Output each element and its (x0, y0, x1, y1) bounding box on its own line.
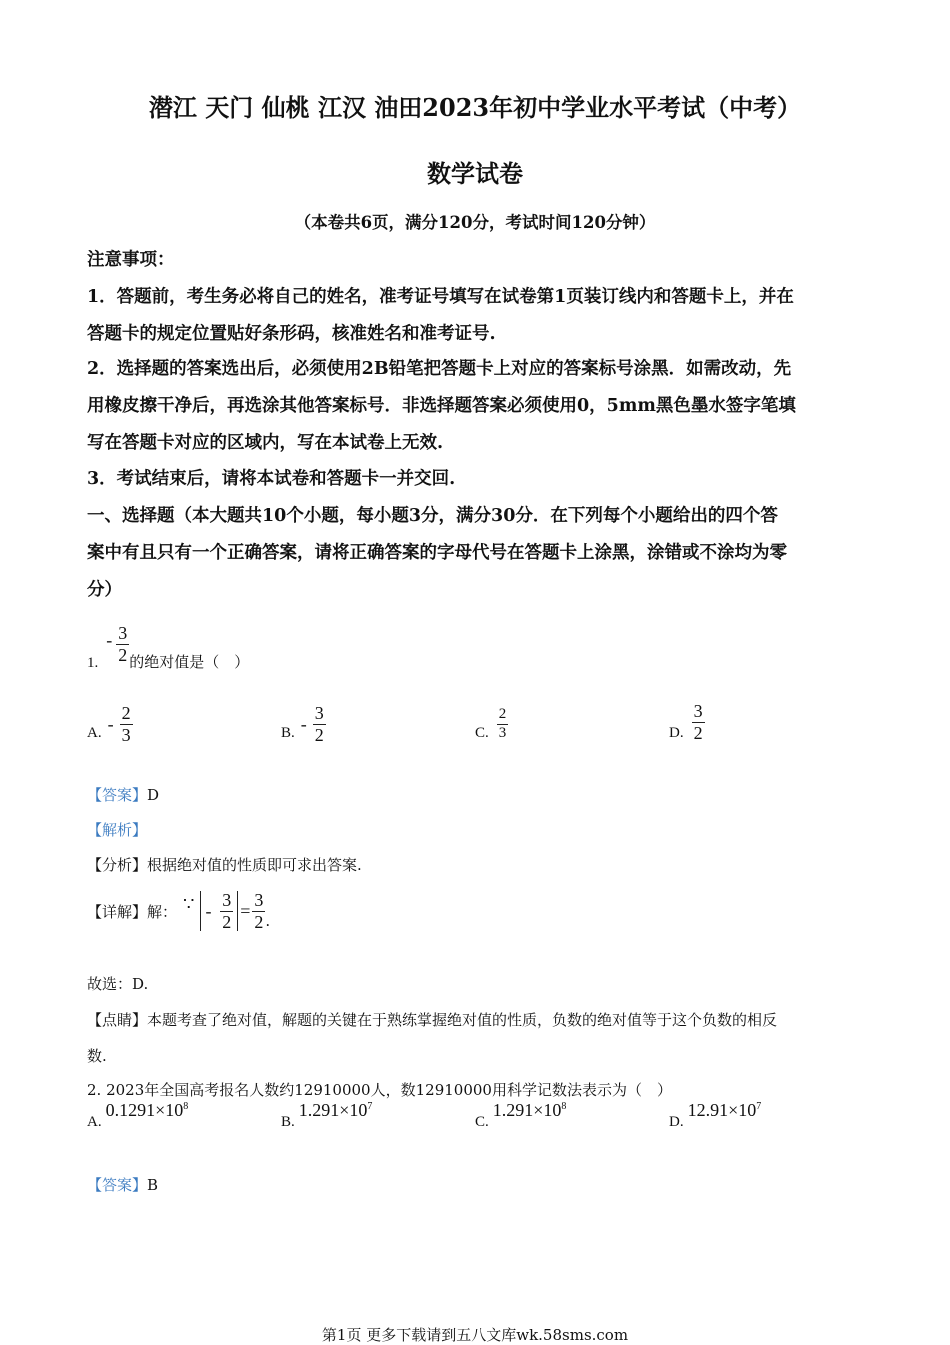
notice-line: 3．考试结束后，请将本试卷和答题卡一并交回. (87, 469, 456, 489)
sci-exponent: 8 (561, 1101, 567, 1112)
option-d[interactable] (669, 696, 705, 748)
question-1 (87, 624, 249, 674)
option-label: B. (281, 1114, 295, 1130)
comment-line-2: 数. (87, 1047, 107, 1065)
question-2: 2. 2023年全国高考报名人数约12910000人，数12910000用科学记数法表示为（ ） (87, 1081, 672, 1099)
notice-line: 1．答题前，考生务必将自己的姓名，准考证号填写在试卷第1页装订线内和答题卡上，并在 (87, 287, 794, 307)
option-label: A. (87, 1114, 102, 1130)
sci-base: 12.91×10 (687, 1100, 757, 1120)
numerator: 3 (118, 623, 128, 643)
denominator: 2 (118, 644, 128, 665)
answer-value: B (147, 1176, 159, 1194)
page-footer: 第1页 更多下载请到五八文库wk.58sms.com (321, 1326, 629, 1344)
exam-info: （本卷共6页，满分120分，考试时间120分钟） (294, 213, 656, 232)
numerator: 2 (121, 702, 131, 723)
comment-tag: 【点睛】 (87, 1011, 148, 1029)
numerator: 3 (693, 700, 703, 721)
notice-heading: 注意事项： (87, 250, 175, 270)
answer-line (87, 1174, 158, 1195)
notice-line: 答题卡的规定位置贴好条形码，核准姓名和准考证号. (87, 324, 496, 344)
section-heading: 一、选择题（本大题共10个小题，每小题3分，满分30分．在下列每个小题给出的四个答 (87, 506, 778, 526)
detail-tag: 【详解】 (87, 902, 148, 921)
section-heading: 案中有且只有一个正确答案，请将正确答案的字母代号在答题卡上涂黑，涂错或不涂均为零 (87, 543, 787, 563)
because-symbol: ∵ (183, 894, 195, 914)
option-label: B. (281, 725, 295, 741)
numerator: 3 (314, 702, 324, 723)
fraction (120, 704, 133, 745)
section-heading: 分） (87, 580, 122, 600)
answer-tag: 【答案】 (87, 786, 148, 804)
denominator: 3 (498, 724, 507, 741)
minus-sign: - (205, 900, 212, 921)
numerator: 3 (222, 889, 232, 910)
analysis-tag: 【解析】 (87, 821, 148, 839)
notice-line: 写在答题卡对应的区域内，写在本试卷上无效. (87, 433, 444, 453)
fenxi-tag: 【分析】 (87, 856, 148, 874)
denominator: 2 (314, 724, 324, 745)
option-a[interactable] (87, 700, 133, 748)
period: . (265, 912, 271, 930)
detail-prefix: 解： (147, 902, 178, 921)
fenxi-line (87, 854, 362, 875)
option-c[interactable] (475, 1100, 567, 1131)
option-label: C. (475, 1114, 489, 1130)
denominator: 2 (693, 722, 703, 743)
option-label: D. (669, 1114, 684, 1130)
sci-value (299, 1100, 373, 1121)
minus-sign: - (300, 713, 307, 734)
numerator: 2 (497, 707, 509, 725)
sci-value (688, 1100, 762, 1121)
subject-title: 数学试卷 (427, 159, 523, 188)
sci-value (493, 1100, 567, 1121)
notice-line: 用橡皮擦干净后，再选涂其他答案标号．非选择题答案必须使用0，5mm黑色墨水签字笔填 (87, 396, 796, 416)
exam-title: 潜江 天门 仙桃 江汉 油田2023年初中学业水平考试（中考） (148, 93, 802, 122)
conclusion: 故选：D. (87, 975, 149, 993)
denominator: 2 (222, 911, 232, 932)
denominator: 2 (254, 911, 264, 932)
fraction (116, 624, 129, 665)
answer-tag: 【答案】 (87, 1176, 148, 1194)
sci-exponent: 7 (756, 1101, 762, 1112)
sci-base: 0.1291×10 (105, 1100, 184, 1120)
minus-sign: - (107, 713, 114, 734)
option-b[interactable] (281, 1100, 373, 1131)
option-d[interactable] (669, 1100, 762, 1131)
detail-line (87, 886, 270, 936)
option-label: D. (669, 725, 684, 741)
answer-line (87, 784, 159, 805)
notice-line: 2．选择题的答案选出后，必须使用2B铅笔把答题卡上对应的答案标号涂黑．如需改动，先 (87, 359, 792, 379)
fraction (692, 702, 705, 743)
fenxi-text: 根据绝对值的性质即可求出答案. (147, 856, 362, 874)
equals-sign: = (240, 900, 251, 921)
answer-value: D (147, 786, 160, 804)
question-text: 的绝对值是（ ） (129, 653, 250, 671)
option-c[interactable] (475, 700, 508, 748)
sci-base: 1.291×10 (492, 1100, 562, 1120)
option-a[interactable] (87, 1100, 189, 1131)
fraction (252, 891, 265, 932)
denominator: 3 (121, 724, 131, 745)
question-number: 1. (87, 655, 99, 671)
minus-sign: - (106, 630, 113, 650)
sci-base: 1.291×10 (298, 1100, 368, 1120)
absolute-value (200, 891, 238, 932)
comment-line (87, 1009, 777, 1030)
option-b[interactable] (281, 700, 326, 748)
option-label: A. (87, 725, 102, 741)
fraction (313, 704, 326, 745)
sci-value (106, 1100, 189, 1121)
option-label: C. (475, 725, 489, 741)
sci-exponent: 7 (367, 1101, 373, 1112)
sci-exponent: 8 (183, 1101, 189, 1112)
numerator: 3 (254, 889, 264, 910)
fraction (220, 891, 233, 932)
fraction (497, 707, 509, 742)
comment-text: 本题考查了绝对值，解题的关键在于熟练掌握绝对值的性质，负数的绝对值等于这个负数的相反 (147, 1011, 778, 1029)
